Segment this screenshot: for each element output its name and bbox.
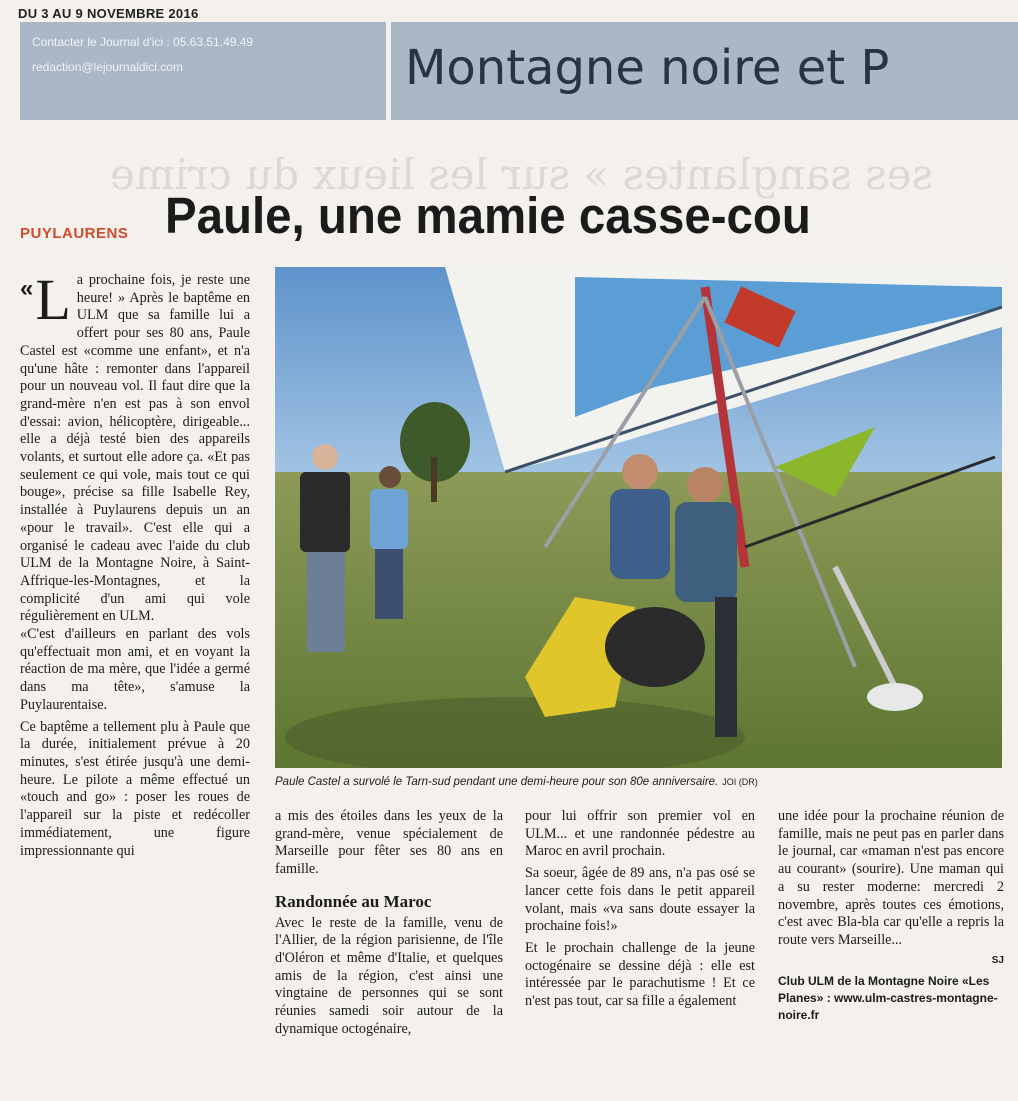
paragraph: Avec le reste de la famille, venu de l'Allier, de la région parisienne, de l'île d'Oléron et même d'Italie, et quelques amis de la région, c'est ainsi une vingtaine de personnes qui se sont réunies samedi soir autour de la dynamique octogénaire, bbox=[275, 914, 503, 1037]
paragraph: une idée pour la prochaine réunion de famille, mais ne peut pas en parler dans le journal, car «maman n'est pas encore au courant» (sourire). Une maman qui a su rester moderne: mercredi 2 novembre, après toutes ces émotions, c'est avec Bla-bla car qu'elle a repris la route vers Marseille... bbox=[778, 808, 1004, 948]
pilot bbox=[622, 454, 658, 490]
bleed-through-text: ses sanglantes » sur les lieux du crime bbox=[110, 150, 934, 199]
author-signature: SJ bbox=[991, 954, 1004, 966]
bystander-woman bbox=[379, 466, 401, 488]
caption-text: Paule Castel a survolé le Tarn-sud pendant une demi-heure pour son 80e anniversaire. bbox=[275, 776, 719, 788]
contact-phone: Contacter le Journal d'ici : 05.63.51.49.49 bbox=[32, 35, 254, 49]
club-info: Club ULM de la Montagne Noire «Les Planes» : www.ulm-castres-montagne-noire.fr bbox=[778, 974, 998, 1023]
photo-credit: JOI (DR) bbox=[722, 777, 758, 787]
article-kicker: PUYLAURENS bbox=[20, 225, 129, 242]
trike-engine bbox=[605, 607, 705, 687]
paragraph: Et le prochain challenge de la jeune octogénaire se dessine déjà : elle est intéressée par le parachutisme ! Et ce n'est pas tout, car sa fille a également bbox=[525, 939, 755, 1010]
article-column-1 bbox=[20, 267, 250, 860]
paragraph: Sa soeur, âgée de 89 ans, n'a pas osé se lancer cette fois dans le petit appareil volant, mais «va sans doute essayer la prochaine fois!» bbox=[525, 865, 755, 935]
paragraph: a prochaine fois, je reste une heure! » Après le baptême en ULM que sa famille lui a offert pour ses 80 ans, Paule Castel est «comme une enfant», et n'a qu'une hâte : remonter dans l'appareil pour un nouveau vol. Il faut dire que la grand-mère n'en est pas à son envol d'essai: avion, hélicoptère, dirigeable... elle a déjà testé bien des appareils volants, et surtout elle adore ça. «Et pas seulement ce qui vole, mais tout ce qui bouge», précise sa fille Isabelle Rey, installée à Puylaurens depuis un an «pour le travail». C'est elle qui a organisé le cadeau avec l'aide du club ULM de la Montagne Noire, à Saint-Affrique-les-Montagnes, et la complicité d'un ami qui vole régulièrement en ULM. bbox=[20, 272, 250, 625]
passenger bbox=[687, 467, 723, 503]
article-column-3 bbox=[525, 808, 755, 1011]
drop-cap: L bbox=[35, 267, 71, 332]
article-photo bbox=[275, 267, 1002, 768]
paragraph: «C'est d'ailleurs en parlant des vols qu'effectuait mon ami, et en voyant la réaction de ma mère, que l'idée a germé dans ma tête», s'amuse la Puylaurentaise. bbox=[20, 626, 250, 713]
article-column-2 bbox=[275, 808, 503, 1038]
section-title: Montagne noire et P bbox=[405, 40, 890, 96]
issue-date: DU 3 AU 9 NOVEMBRE 2016 bbox=[18, 6, 199, 21]
contact-email: redaction@lejournaldici.com bbox=[32, 60, 183, 74]
bystander-man bbox=[312, 444, 338, 470]
article-subheading: Randonnée au Maroc bbox=[275, 891, 432, 911]
paragraph: Ce baptême a tellement plu à Paule que la durée, initialement prévue à 20 minutes, s'est étirée jusqu'à une demi-heure. Le pilote a même effectué un «touch and go» : poser les roues de l'appareil sur la piste et redécoller immédiatement, une figure impressionnante qui bbox=[20, 718, 250, 859]
paragraph: pour lui offrir son premier vol en ULM... et une randonnée pédestre au Maroc en avril prochain. bbox=[525, 808, 755, 860]
article-column-4 bbox=[778, 808, 1004, 1024]
photo-caption bbox=[275, 776, 758, 788]
opening-quote-mark: « bbox=[20, 275, 34, 302]
article-headline: Paule, une mamie casse-cou bbox=[165, 187, 811, 244]
paragraph: a mis des étoiles dans les yeux de la grand-mère, venue spécialement de Marseille pour fêter ses 80 ans en famille. bbox=[275, 808, 503, 878]
